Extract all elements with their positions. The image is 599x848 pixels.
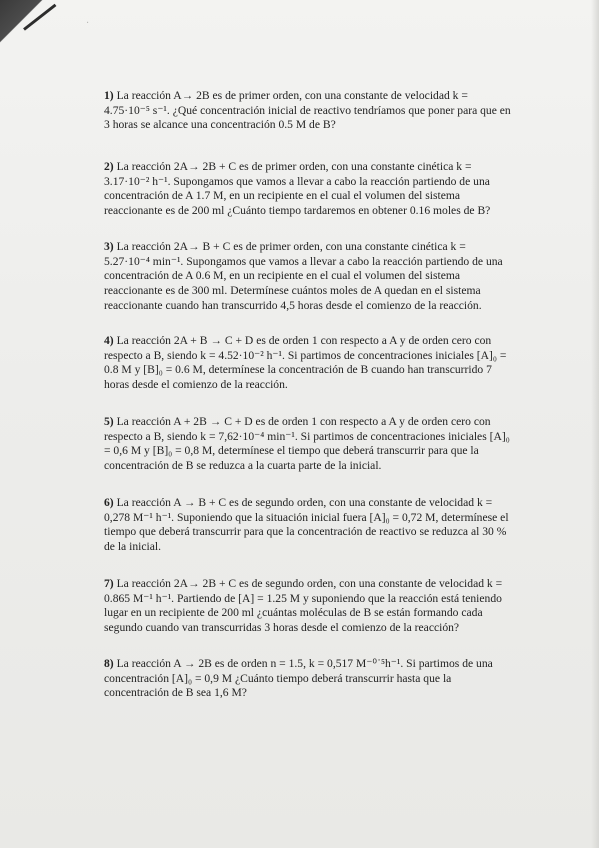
- problem-number: 3): [104, 240, 114, 253]
- problem-text: La reacción A + 2B → C + D es de orden 1 con respecto a A y de orden cero con respecto a B, siendo k = 7,62·10⁻⁴ min⁻¹. Si partimos de concentraciones iniciales [A]₀ = 0,6 M y [B]₀ = 0,8 M, determínese el tiempo que deberá transcurrir para que la concentración de B se reduzca a la cuarta parte de la inicial.: [104, 415, 510, 473]
- problem-number: 7): [104, 577, 114, 590]
- problem-text: La reacción A→ 2B es de primer orden, con una constante de velocidad k = 4.75·10⁻⁵ s⁻¹. ¿Qué concentración inicial de reactivo tendríamos que poner para que en 3 horas se alcance una concentración 0.5 M de B?: [104, 89, 511, 132]
- page-edge-shadow: [591, 0, 599, 848]
- problem-text: La reacción 2A→ 2B + C es de segundo orden, con una constante de velocidad k = 0.865 M⁻¹ h⁻¹. Partiendo de [A] = 1.25 M y suponiendo que la reacción está teniendo lugar en un recipiente de 200 ml ¿cuántas moléculas de B se están formando cada segundo cuando van transcurridas 3 horas desde el comienzo de la reacción?: [104, 577, 503, 635]
- problem-text: La reacción 2A→ B + C es de primer orden, con una constante cinética k = 5.27·10⁻⁴ min⁻¹. Supongamos que vamos a llevar a cabo la reacción partiendo de una concentración de A 0.6 M, en un recipiente en el cual el volumen del sistema reaccionante es de 300 ml. Determínese cuántos moles de A quedan en el sistema reaccionante cuando han transcurrido 4,5 horas desde el comienzo de la reacción.: [104, 240, 503, 312]
- punch-mark: ·: [86, 18, 90, 29]
- problem-5: [104, 415, 514, 474]
- problem-6: [104, 496, 514, 555]
- problem-4: [104, 334, 514, 393]
- problem-2: [104, 160, 514, 219]
- problem-number: 6): [104, 496, 114, 509]
- problem-text: La reacción A → B + C es de segundo orden, con una constante de velocidad k = 0,278 M⁻¹ h⁻¹. Suponiendo que la situación inicial fuera [A]₀ = 0,72 M, determínese el tiempo que deberá transcurrir para que la concentración de reactivo se reduzca al 30 % de la inicial.: [104, 496, 509, 554]
- problem-number: 4): [104, 334, 114, 347]
- problem-7: [104, 577, 514, 636]
- problem-number: 2): [104, 160, 114, 173]
- corner-shadow: [0, 0, 70, 60]
- problem-number: 8): [104, 657, 114, 670]
- problem-text: La reacción 2A→ 2B + C es de primer orden, con una constante cinética k = 3.17·10⁻² h⁻¹. Supongamos que vamos a llevar a cabo la reacción partiendo de una concentración de A 1.7 M, en un recipiente en el cual el volumen del sistema reaccionante es de 200 ml ¿Cuánto tiempo tardaremos en obtener 0.16 moles de B?: [104, 160, 491, 218]
- problem-1: [104, 89, 514, 133]
- problem-8: [104, 657, 514, 701]
- problem-number: 1): [104, 89, 114, 102]
- problem-number: 5): [104, 415, 114, 428]
- problem-text: La reacción 2A + B → C + D es de orden 1 con respecto a A y de orden cero con respecto a B, siendo k = 4.52·10⁻² h⁻¹. Si partimos de concentraciones iniciales [A]₀ = 0.8 M y [B]₀ = 0.6 M, determínese la concentración de B cuando han transcurrido 7 horas desde el comienzo de la reacción.: [104, 334, 507, 392]
- problem-text: La reacción A → 2B es de orden n = 1.5, k = 0,517 M⁻⁰˙⁵h⁻¹. Si partimos de una concentración [A]₀ = 0,9 M ¿Cuánto tiempo deberá transcurrir hasta que la concentración de B sea 1,6 M?: [104, 657, 493, 700]
- problem-3: [104, 240, 514, 314]
